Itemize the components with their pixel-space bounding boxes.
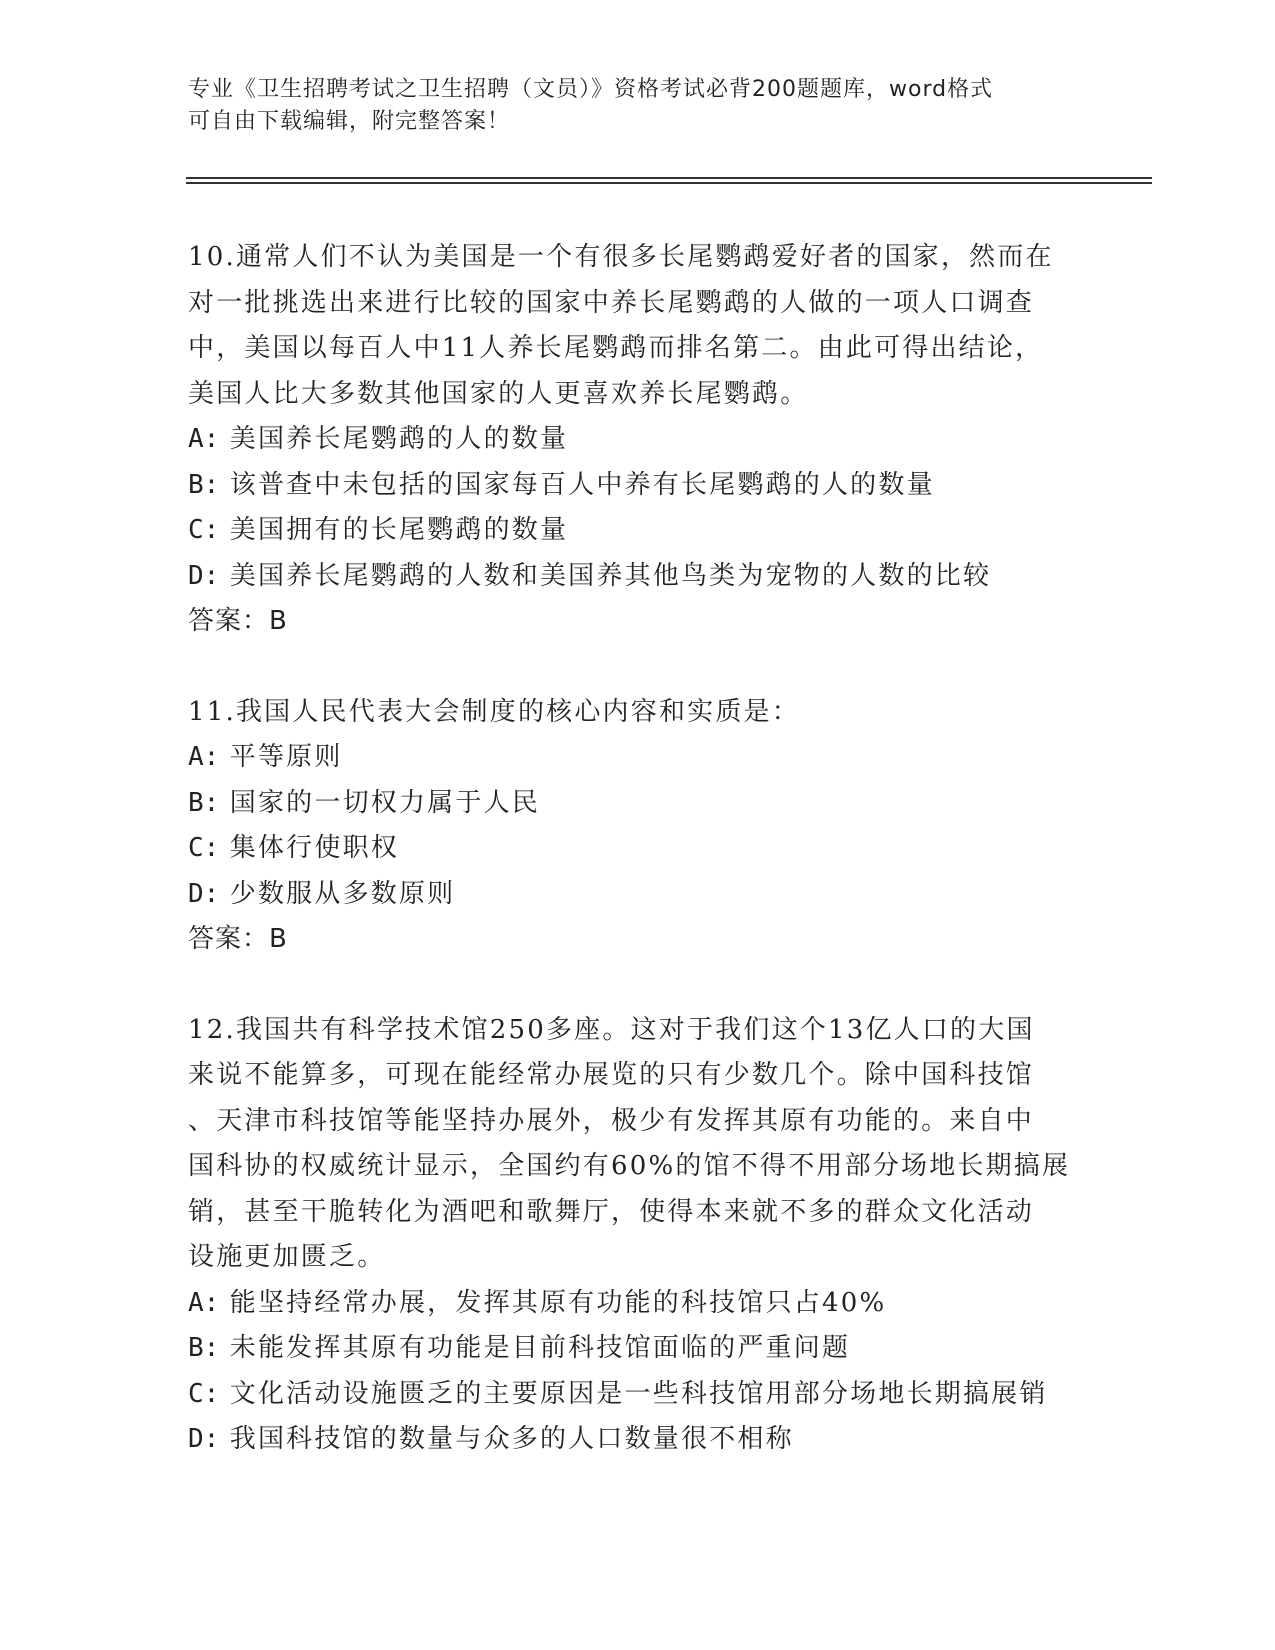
option-letter: B: — [188, 469, 220, 500]
stem-line: 设施更加匮乏。 — [188, 1242, 386, 1272]
option-a — [188, 735, 1088, 781]
option-b — [188, 463, 1088, 509]
option-text: 美国拥有的长尾鹦鹉的数量 — [229, 515, 569, 545]
option-letter: D: — [188, 878, 220, 909]
answer-line: 答案：B — [188, 924, 288, 954]
option-b — [188, 781, 1088, 827]
stem-line: 中，美国以每百人中11人养长尾鹦鹉而排名第二。由此可得出结论， — [188, 333, 1044, 363]
stem-line: 来说不能算多，可现在能经常办展览的只有少数几个。除中国科技馆 — [188, 1060, 1035, 1090]
question-10 — [188, 235, 1088, 645]
stem-line: 12.我国共有科学技术馆250多座。这对于我们这个13亿人口的大国 — [188, 1014, 1035, 1045]
option-text: 文化活动设施匮乏的主要原因是一些科技馆用部分场地长期搞展销 — [229, 1378, 1048, 1409]
option-text: 该普查中未包括的国家每百人中养有长尾鹦鹉的人的数量 — [229, 469, 935, 500]
option-letter: B: — [188, 1333, 220, 1363]
stem-line: 11.我国人民代表大会制度的核心内容和实质是： — [188, 696, 800, 727]
stem-line: 国科协的权威统计显示，全国约有60%的馆不得不用部分场地长期搞展 — [188, 1151, 1071, 1181]
question-11 — [188, 690, 1088, 963]
option-d — [188, 554, 1088, 600]
header-rule-top — [186, 177, 1152, 179]
stem-line: 10.通常人们不认为美国是一个有很多长尾鹦鹉爱好者的国家，然而在 — [188, 242, 1054, 272]
option-a — [188, 417, 1088, 463]
question-stem — [188, 1008, 1088, 1281]
option-text: 我国科技馆的数量与众多的人口数量很不相称 — [229, 1424, 794, 1454]
stem-line: 对一批挑选出来进行比较的国家中养长尾鹦鹉的人做的一项人口调查 — [188, 287, 1035, 318]
question-stem — [188, 235, 1088, 417]
option-letter: C: — [188, 515, 220, 545]
option-c — [188, 1372, 1088, 1418]
header-line-1: 专业《卫生招聘考试之卫生招聘（文员）》资格考试必背200题题库，word格式 — [188, 77, 994, 102]
question-12 — [188, 1008, 1088, 1463]
answer-line: 答案：B — [188, 606, 288, 636]
question-stem — [188, 690, 1088, 736]
option-text: 美国养长尾鹦鹉的人数和美国养其他鸟类为宠物的人数的比较 — [229, 560, 992, 591]
stem-line: 、天津市科技馆等能坚持办展外，极少有发挥其原有功能的。来自中 — [188, 1105, 1035, 1136]
option-b — [188, 1326, 1088, 1372]
option-d — [188, 1417, 1088, 1463]
option-text: 未能发挥其原有功能是目前科技馆面临的严重问题 — [229, 1333, 851, 1363]
stem-line: 美国人比大多数其他国家的人更喜欢养长尾鹦鹉。 — [188, 378, 809, 409]
option-letter: B: — [188, 787, 220, 818]
document-header — [188, 74, 1088, 138]
option-c — [188, 826, 1088, 872]
option-text: 平等原则 — [229, 742, 343, 772]
option-text: 美国养长尾鹦鹉的人的数量 — [229, 424, 569, 454]
stem-line: 销，甚至干脆转化为酒吧和歌舞厅，使得本来就不多的群众文化活动 — [188, 1196, 1035, 1227]
question-list — [188, 235, 1088, 1463]
header-line-2: 可自由下载编辑，附完整答案！ — [188, 109, 511, 134]
header-rule-bottom — [186, 182, 1152, 184]
option-d — [188, 872, 1088, 918]
option-letter: C: — [188, 833, 220, 863]
option-text: 能坚持经常办展，发挥其原有功能的科技馆只占40% — [229, 1287, 887, 1318]
option-text: 集体行使职权 — [229, 833, 399, 863]
option-text: 国家的一切权力属于人民 — [229, 787, 540, 818]
option-letter: C: — [188, 1378, 220, 1409]
option-letter: A: — [188, 742, 220, 772]
option-c — [188, 508, 1088, 554]
option-letter: A: — [188, 1287, 220, 1318]
option-letter: D: — [188, 560, 220, 591]
option-letter: A: — [188, 424, 220, 454]
option-letter: D: — [188, 1424, 220, 1454]
option-a — [188, 1281, 1088, 1327]
option-text: 少数服从多数原则 — [229, 878, 456, 909]
